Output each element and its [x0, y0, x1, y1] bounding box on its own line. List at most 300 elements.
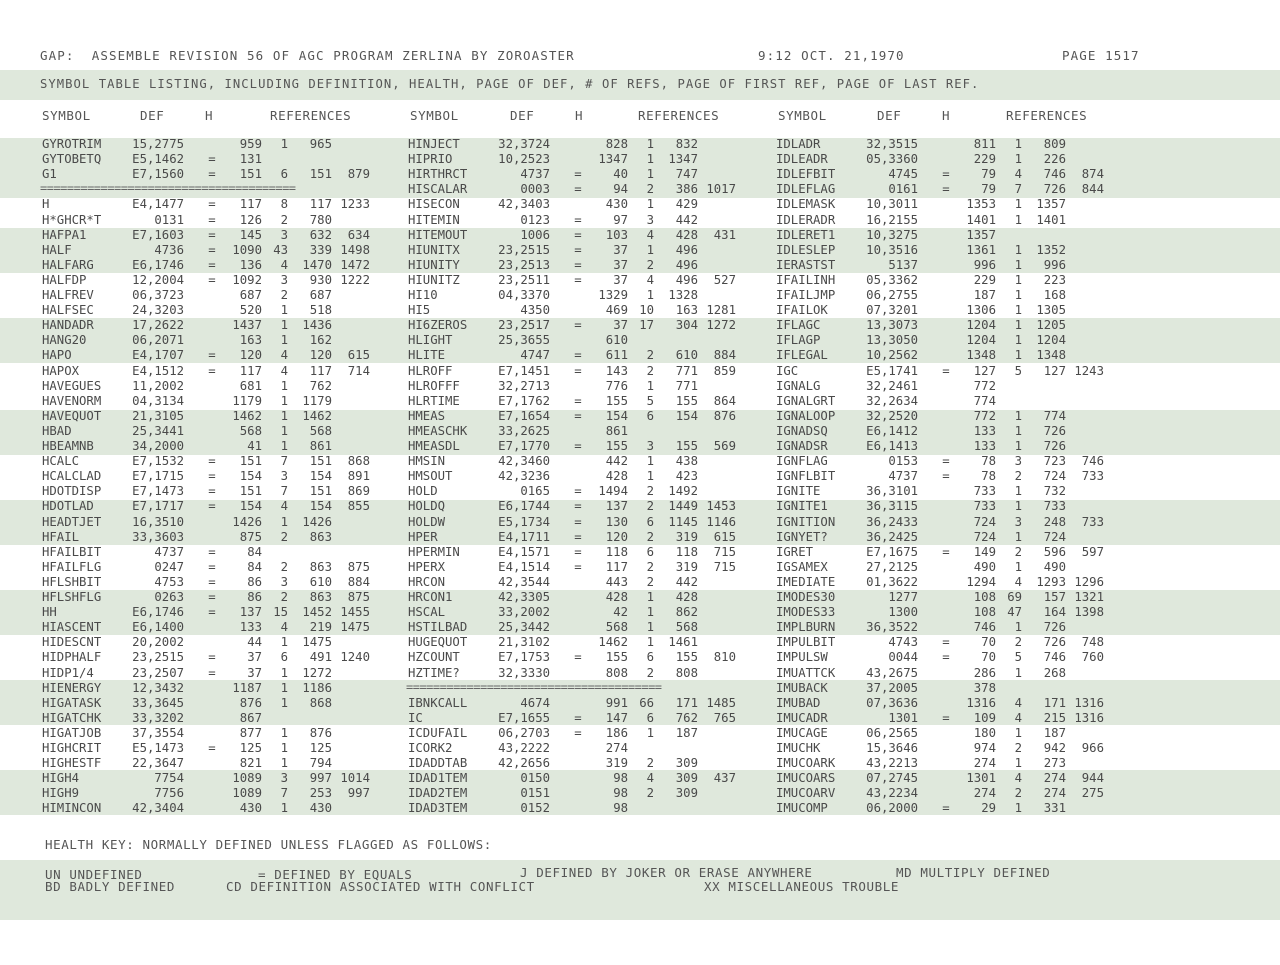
health-flag: =: [208, 499, 216, 514]
last-ref-page: 733: [1081, 469, 1104, 484]
definition: 36,2425: [866, 529, 918, 544]
ref-count: 1: [646, 605, 654, 620]
first-ref-page: 155: [675, 393, 698, 408]
definition: 43,2234: [866, 786, 918, 801]
ref-count: 1: [280, 408, 288, 423]
definition: 32,2713: [498, 378, 550, 393]
def-page: 1361: [966, 242, 996, 257]
first-ref-page: 331: [1043, 801, 1066, 816]
def-page: 772: [973, 408, 996, 423]
first-ref-page: 1357: [1036, 197, 1066, 212]
ref-count: 1: [1014, 423, 1022, 438]
symbol-name: HIGHESTF: [42, 756, 102, 771]
def-page: 428: [605, 469, 628, 484]
first-ref-page: 1328: [668, 288, 698, 302]
first-ref-page: 163: [675, 303, 698, 318]
first-ref-page: 490: [1043, 559, 1066, 574]
def-page: 811: [973, 137, 996, 151]
first-ref-page: 155: [675, 650, 698, 665]
symbol-name: HIGH4: [42, 771, 80, 786]
table-row: [0, 635, 1280, 650]
ref-count: 1: [1014, 212, 1022, 227]
def-page: 98: [613, 801, 628, 816]
last-ref-page: 855: [347, 499, 370, 514]
def-page: 117: [239, 363, 262, 378]
symbol-name: HZCOUNT: [408, 650, 460, 665]
definition: 20,2002: [132, 635, 184, 650]
def-page: 959: [239, 137, 262, 151]
ref-count: 2: [646, 182, 654, 197]
ref-count: 17: [639, 318, 654, 333]
definition: 06,2071: [132, 333, 184, 348]
definition: E4,1512: [132, 363, 184, 378]
ref-count: 69: [1007, 590, 1022, 604]
health-flag: =: [942, 544, 950, 559]
ref-count: 1: [1014, 137, 1022, 151]
definition: 25,3442: [498, 620, 550, 635]
health-flag: =: [942, 454, 950, 469]
symbol-name: HUGEQUOT: [408, 635, 468, 650]
first-ref-page: 154: [309, 499, 332, 514]
symbol-name: IDAD1TEM: [408, 771, 468, 786]
definition: E6,1400: [132, 620, 184, 635]
definition: 23,2515: [498, 242, 550, 257]
table-row: [0, 409, 1280, 424]
definition: 10,3275: [866, 227, 918, 242]
ref-count: 1: [1014, 408, 1022, 423]
definition: 15,3646: [866, 741, 918, 755]
ref-count: 4: [1014, 695, 1022, 710]
def-page: 733: [973, 484, 996, 499]
first-ref-page: 248: [1043, 514, 1066, 529]
symbol-name: G1: [42, 167, 57, 182]
symbol-name: IGNITE: [776, 484, 821, 499]
first-ref-page: 309: [675, 756, 698, 771]
def-page: 154: [605, 408, 628, 423]
def-page: 274: [973, 786, 996, 801]
first-ref-page: 117: [309, 197, 332, 212]
ref-count: 4: [280, 363, 288, 378]
symbol-name: IMPLBURN: [776, 620, 836, 635]
symbol-name: HIGHCRIT: [42, 741, 102, 755]
symbol-name: HAPO: [42, 348, 72, 363]
first-ref-page: 762: [675, 710, 698, 725]
ref-count: 1: [280, 514, 288, 529]
ref-count: 1: [280, 423, 288, 438]
table-row: [0, 484, 1280, 499]
symbol-name: IDAD3TEM: [408, 801, 468, 816]
table-row: [0, 424, 1280, 439]
first-ref-page: 309: [675, 771, 698, 786]
def-page: 86: [247, 590, 262, 604]
definition: 4737: [154, 544, 184, 559]
listing-subtitle: SYMBOL TABLE LISTING, INCLUDING DEFINITION, HEALTH, PAGE OF DEF, # OF REFS, PAGE OF FIRST REF, PAGE OF LAST REF.: [40, 77, 980, 91]
symbol-name: IMPULSW: [776, 650, 828, 665]
def-page: 37: [613, 242, 628, 257]
definition: 06,3723: [132, 288, 184, 302]
last-ref-page: 1296: [1074, 574, 1104, 589]
symbol-name: HIGATCHK: [42, 710, 102, 725]
symbol-name: IMUBAD: [776, 695, 821, 710]
symbol-name: HPERX: [408, 559, 446, 574]
definition: 0151: [520, 786, 550, 801]
ref-count: 3: [280, 469, 288, 484]
definition: 4737: [888, 469, 918, 484]
ref-count: 2: [1014, 741, 1022, 755]
table-row: [0, 515, 1280, 530]
symbol-name: IGNALOOP: [776, 408, 836, 423]
ref-count: 1: [280, 393, 288, 408]
ref-count: 15: [273, 605, 288, 620]
health-flag: =: [942, 801, 950, 816]
definition: 1277: [888, 590, 918, 604]
def-page: 41: [247, 439, 262, 453]
table-row: [0, 379, 1280, 394]
ref-count: 7: [280, 786, 288, 801]
symbol-name: IMODES30: [776, 590, 836, 604]
table-row: [0, 530, 1280, 545]
symbol-name: IDLERADR: [776, 212, 836, 227]
symbol-name: HMEASCHK: [408, 423, 468, 438]
ref-count: 1: [646, 167, 654, 182]
def-page: 155: [605, 439, 628, 453]
separator-line: ======================================: [40, 181, 296, 196]
ref-count: 3: [280, 771, 288, 786]
symbol-name: HIASCENT: [42, 620, 102, 635]
def-page: 187: [973, 288, 996, 302]
table-row: [0, 152, 1280, 167]
health-flag: =: [208, 257, 216, 272]
health-flag: =: [574, 167, 582, 182]
def-page: 687: [239, 288, 262, 302]
def-page: 430: [605, 197, 628, 212]
health-flag: =: [574, 650, 582, 665]
col-header-symbol: SYMBOL: [410, 108, 459, 123]
symbol-name: ICDUFAIL: [408, 725, 468, 740]
definition: 36,2433: [866, 514, 918, 529]
def-page: 145: [239, 227, 262, 242]
first-ref-page: 1436: [302, 318, 332, 333]
first-ref-page: 996: [1043, 257, 1066, 272]
ref-count: 2: [646, 363, 654, 378]
last-ref-page: 1498: [340, 242, 370, 257]
definition: 37,2005: [866, 680, 918, 695]
ref-count: 4: [646, 771, 654, 786]
definition: 13,3073: [866, 318, 918, 333]
ref-count: 4: [1014, 771, 1022, 786]
ref-count: 1: [1014, 318, 1022, 333]
def-page: 151: [239, 484, 262, 499]
symbol-name: HLIGHT: [408, 333, 453, 348]
definition: 11,2002: [132, 378, 184, 393]
first-ref-page: 610: [309, 574, 332, 589]
health-flag: =: [208, 574, 216, 589]
first-ref-page: 187: [675, 725, 698, 740]
table-row: [0, 756, 1280, 771]
ref-count: 10: [639, 303, 654, 318]
definition: E7,1753: [498, 650, 550, 665]
def-page: 29: [981, 801, 996, 816]
symbol-name: HALFARG: [42, 257, 94, 272]
ref-count: 2: [1014, 544, 1022, 559]
symbol-name: IMUCAGE: [776, 725, 828, 740]
last-ref-page: 966: [1081, 741, 1104, 755]
last-ref-page: 715: [713, 544, 736, 559]
def-page: 120: [605, 529, 628, 544]
symbol-name: HOLD: [408, 484, 438, 499]
def-page: 127: [973, 363, 996, 378]
symbol-name: IGNFLAG: [776, 454, 828, 469]
table-row: [0, 243, 1280, 258]
first-ref-page: 596: [1043, 544, 1066, 559]
def-page: 79: [981, 167, 996, 182]
def-page: 84: [247, 559, 262, 574]
ref-count: 1: [280, 665, 288, 680]
ref-count: 4: [280, 348, 288, 363]
last-ref-page: 1014: [340, 771, 370, 786]
definition: 0123: [520, 212, 550, 227]
health-flag: =: [574, 725, 582, 740]
first-ref-page: 1462: [302, 408, 332, 423]
symbol-name: HANG20: [42, 333, 87, 348]
definition: 43,2222: [498, 741, 550, 755]
ref-count: 2: [646, 529, 654, 544]
table-row: [0, 213, 1280, 228]
definition: 4350: [520, 303, 550, 318]
first-ref-page: 723: [1043, 454, 1066, 469]
first-ref-page: 1401: [1036, 212, 1066, 227]
ref-count: 3: [646, 212, 654, 227]
first-ref-page: 863: [309, 559, 332, 574]
listing-title: GAP: ASSEMBLE REVISION 56 OF AGC PROGRAM ZERLINA BY ZOROASTER: [40, 48, 575, 63]
def-page: 520: [239, 303, 262, 318]
ref-count: 1: [1014, 756, 1022, 771]
last-ref-page: 1222: [340, 272, 370, 287]
def-page: 1294: [966, 574, 996, 589]
last-ref-page: 869: [347, 484, 370, 499]
last-ref-page: 527: [713, 272, 736, 287]
def-page: 1353: [966, 197, 996, 212]
symbol-name: HMSIN: [408, 454, 446, 469]
def-page: 118: [605, 544, 628, 559]
def-page: 1092: [232, 272, 262, 287]
ref-count: 47: [1007, 605, 1022, 620]
definition: E5,1473: [132, 741, 184, 755]
last-ref-page: 1316: [1074, 710, 1104, 725]
ref-count: 1: [1014, 665, 1022, 680]
def-page: 125: [239, 741, 262, 755]
last-ref-page: 1316: [1074, 695, 1104, 710]
first-ref-page: 724: [1043, 469, 1066, 484]
first-ref-page: 171: [675, 695, 698, 710]
definition: 06,2565: [866, 725, 918, 740]
symbol-name: H*GHCR*T: [42, 212, 102, 227]
symbol-name: HIUNITX: [408, 242, 460, 257]
ref-count: 3: [280, 227, 288, 242]
definition: 42,3404: [132, 801, 184, 816]
ref-count: 1: [1014, 152, 1022, 167]
definition: 34,2000: [132, 439, 184, 453]
first-ref-page: 304: [675, 318, 698, 333]
definition: 1300: [888, 605, 918, 620]
ref-count: 4: [646, 227, 654, 242]
def-page: 84: [247, 544, 262, 559]
symbol-name: HIUNITY: [408, 257, 460, 272]
first-ref-page: 1293: [1036, 574, 1066, 589]
def-page: 79: [981, 182, 996, 197]
health-flag: =: [208, 167, 216, 182]
health-flag: =: [574, 212, 582, 227]
def-page: 1426: [232, 514, 262, 529]
definition: E5,1462: [132, 152, 184, 167]
ref-count: 1: [280, 318, 288, 333]
def-page: 776: [605, 378, 628, 393]
symbol-name: HBEAMNB: [42, 439, 94, 453]
symbol-name: H: [42, 197, 50, 212]
health-flag: =: [574, 318, 582, 333]
ref-count: 2: [646, 786, 654, 801]
key-equals: = DEFINED BY EQUALS: [258, 867, 413, 882]
ref-count: 6: [646, 408, 654, 423]
symbol-name: IFLAGP: [776, 333, 821, 348]
definition: 33,3645: [132, 695, 184, 710]
def-page: 875: [239, 529, 262, 544]
def-page: 274: [605, 741, 628, 755]
first-ref-page: 151: [309, 484, 332, 499]
first-ref-page: 861: [309, 439, 332, 453]
def-page: 443: [605, 574, 628, 589]
symbol-name: IGRET: [776, 544, 814, 559]
health-flag: =: [208, 152, 216, 167]
ref-count: 1: [280, 741, 288, 755]
def-page: 1348: [966, 348, 996, 363]
definition: 0161: [888, 182, 918, 197]
symbol-name: HIENERGY: [42, 680, 102, 695]
health-flag: =: [574, 227, 582, 242]
definition: 06,2000: [866, 801, 918, 816]
symbol-name: IGSAMEX: [776, 559, 828, 574]
definition: 0003: [520, 182, 550, 197]
symbol-name: HAVEQUOT: [42, 408, 102, 423]
definition: 4745: [888, 167, 918, 182]
ref-count: 1: [280, 303, 288, 318]
first-ref-page: 164: [1043, 605, 1066, 620]
ref-count: 2: [646, 756, 654, 771]
symbol-name: IDLADR: [776, 137, 821, 151]
first-ref-page: 771: [675, 378, 698, 393]
table-row: [0, 696, 1280, 711]
symbol-name: IFAILOK: [776, 303, 828, 318]
ref-count: 66: [639, 695, 654, 710]
last-ref-page: 810: [713, 650, 736, 665]
ref-count: 4: [1014, 574, 1022, 589]
ref-count: 4: [646, 272, 654, 287]
first-ref-page: 151: [309, 167, 332, 182]
def-page: 1089: [232, 786, 262, 801]
health-flag: =: [208, 605, 216, 620]
first-ref-page: 1145: [668, 514, 698, 529]
symbol-name: HFLSHFLG: [42, 590, 102, 604]
col-header-references: REFERENCES: [638, 108, 720, 123]
health-flag: =: [942, 167, 950, 182]
definition: E4,1477: [132, 197, 184, 212]
definition: 25,3655: [498, 333, 550, 348]
definition: 42,2656: [498, 756, 550, 771]
definition: 42,3236: [498, 469, 550, 484]
col-header-references: REFERENCES: [270, 108, 352, 123]
first-ref-page: 1470: [302, 257, 332, 272]
symbol-name: IDLESLEP: [776, 242, 836, 257]
ref-count: 1: [280, 635, 288, 650]
table-row: [0, 318, 1280, 333]
definition: 0044: [888, 650, 918, 665]
def-page: 867: [239, 710, 262, 725]
first-ref-page: 863: [309, 590, 332, 604]
last-ref-page: 1321: [1074, 590, 1104, 604]
def-page: 37: [247, 650, 262, 665]
health-flag: =: [574, 348, 582, 363]
definition: 1006: [520, 227, 550, 242]
def-page: 131: [239, 152, 262, 167]
def-page: 133: [973, 439, 996, 453]
definition: 5137: [888, 257, 918, 272]
first-ref-page: 154: [675, 408, 698, 423]
col-header-symbol: SYMBOL: [778, 108, 827, 123]
def-page: 109: [973, 710, 996, 725]
last-ref-page: 1455: [340, 605, 370, 620]
def-page: 974: [973, 741, 996, 755]
ref-count: 1: [646, 635, 654, 650]
health-flag: =: [574, 257, 582, 272]
def-page: 42: [613, 605, 628, 620]
last-ref-page: 1453: [706, 499, 736, 514]
first-ref-page: 1272: [302, 665, 332, 680]
def-page: 772: [973, 378, 996, 393]
def-page: 1462: [232, 408, 262, 423]
last-ref-page: 1017: [706, 182, 736, 197]
ref-count: 2: [646, 559, 654, 574]
def-page: 1187: [232, 680, 262, 695]
def-page: 430: [239, 801, 262, 816]
last-ref-page: 760: [1081, 650, 1104, 665]
ref-count: 1: [280, 695, 288, 710]
last-ref-page: 997: [347, 786, 370, 801]
definition: E4,1707: [132, 348, 184, 363]
symbol-name: IMEDIATE: [776, 574, 836, 589]
symbol-name: HDOTDISP: [42, 484, 102, 499]
def-page: 37: [247, 665, 262, 680]
ref-count: 2: [646, 665, 654, 680]
definition: 17,2622: [132, 318, 184, 333]
definition: 21,3105: [132, 408, 184, 423]
symbol-name: IGNADSR: [776, 439, 828, 453]
symbol-name: HDOTLAD: [42, 499, 94, 514]
def-page: 746: [973, 620, 996, 635]
def-page: 876: [239, 695, 262, 710]
first-ref-page: 1449: [668, 499, 698, 514]
ref-count: 2: [646, 348, 654, 363]
def-page: 1437: [232, 318, 262, 333]
listing-page: [0, 40, 1280, 920]
ref-count: 1: [646, 590, 654, 604]
key-misc-trouble: XX MISCELLANEOUS TROUBLE: [704, 879, 900, 894]
ref-count: 6: [646, 650, 654, 665]
def-page: 37: [613, 272, 628, 287]
key-multiply-defined: MD MULTIPLY DEFINED: [896, 865, 1051, 880]
symbol-name: GYROTRIM: [42, 137, 102, 151]
definition: 4753: [154, 574, 184, 589]
definition: E6,1413: [866, 439, 918, 453]
